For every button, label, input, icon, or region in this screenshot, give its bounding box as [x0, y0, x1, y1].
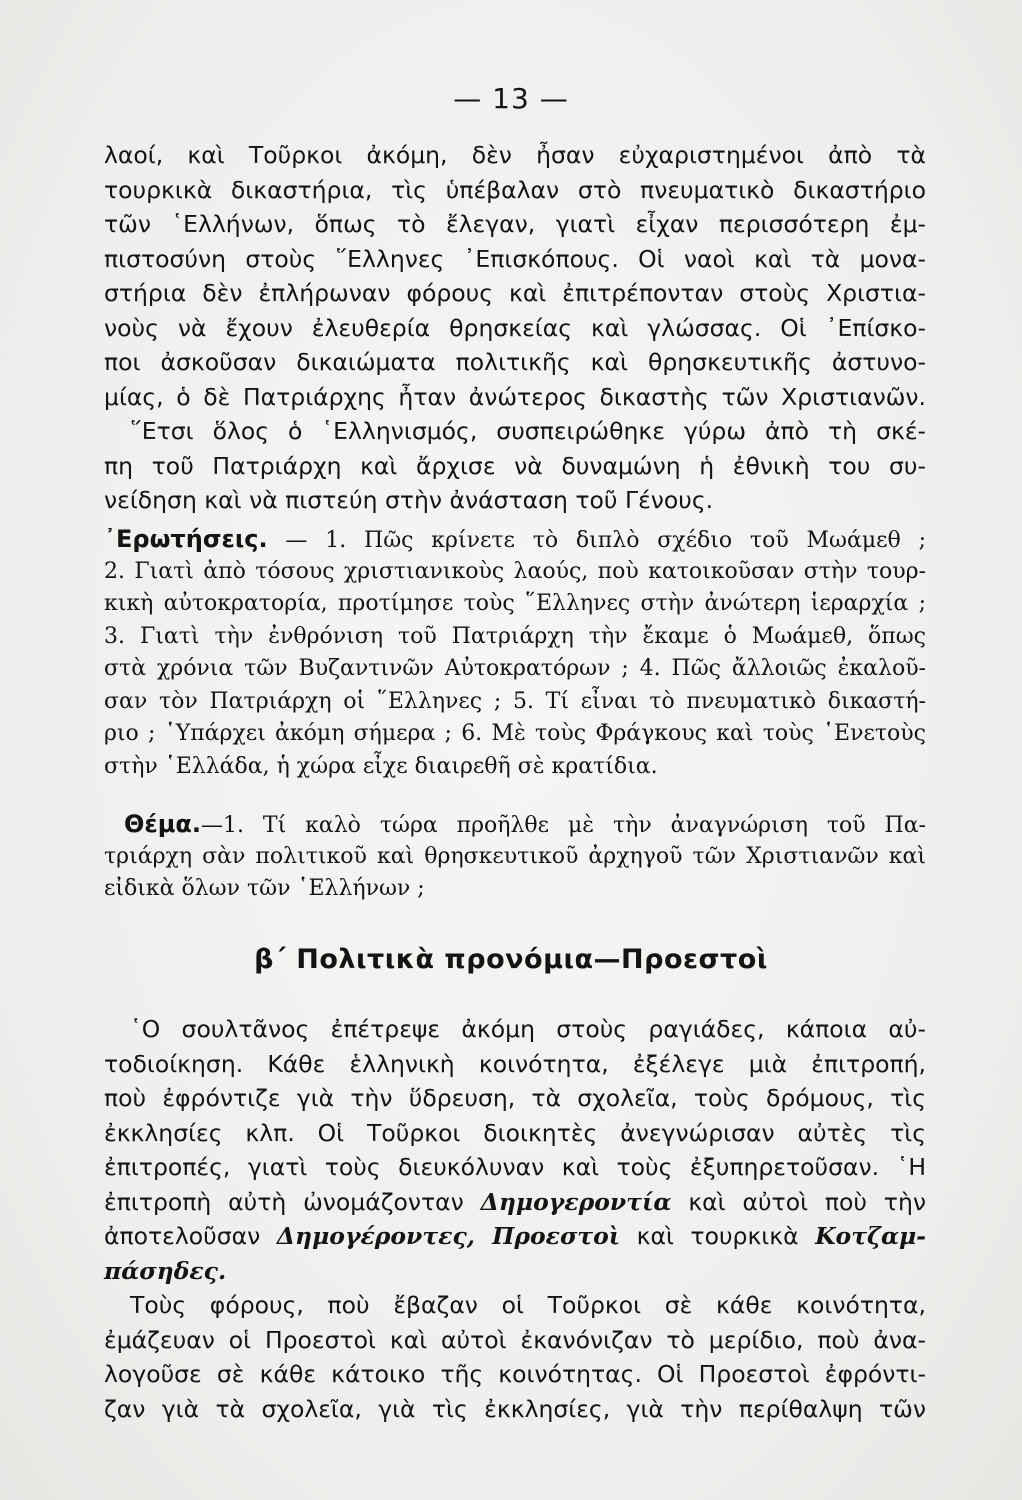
questions-block	[104, 523, 926, 783]
questions-label: ᾿Ερωτήσεις.	[104, 525, 268, 553]
text-line: ποι ἀσκοῦσαν δικαιώματα πολιτικῆς καὶ θρησκευτικῆς ἀστυνο-	[104, 348, 926, 376]
page-number: — 13 —	[453, 82, 569, 115]
text-line: τῶν ῾Ελλήνων, ὅπως τὸ ἔλεγαν, γιατὶ εἶχαν περισσότερη ἐμ-	[104, 210, 926, 238]
questions-first-text: — 1. Πῶς κρίνετε τὸ διπλὸ σχέδιο τοῦ Μωάμεθ ;	[285, 528, 926, 553]
text-line: κικὴ αὐτοκρατορία, προτίμησε τοὺς ῞Ελληνες στὴν ἀνώτερη ἱεραρχία ;	[104, 591, 926, 616]
text-line: στὰ χρόνια τῶν Βυζαντινῶν Αὐτοκρατόρων ; 4. Πῶς ἄλλοιῶς ἐκαλοῦ-	[104, 656, 926, 681]
paragraph-privileges	[104, 1012, 926, 1426]
text-line: ριο ; ῾Υπάρχει ἀκόμη σήμερα ; 6. Μὲ τοὺς Φράγκους καὶ τοὺς ῾Ενετοὺς	[104, 721, 926, 746]
text-line: 3. Γιατὶ τὴν ἐνθρόνιση τοῦ Πατριάρχη τὴν ἔκαμε ὁ Μωάμεθ, ὅπως	[104, 623, 926, 649]
text-line: νείδηση καὶ νὰ πιστεύη στὴν ἀνάσταση τοῦ Γένους.	[104, 486, 714, 514]
questions-first-line	[104, 523, 926, 556]
term-dimogerontia: Δημογεροντία	[480, 1187, 672, 1216]
text-line: ἐπιτροπές, γιατὶ τοὺς διευκόλυναν καὶ τοὺς ἐξυπηρετοῦσαν. ῾Η	[104, 1153, 926, 1181]
text-fragment: ἐπιτροπὴ αὐτὴ ὠνομάζονταν	[104, 1187, 464, 1216]
text-line	[104, 1185, 926, 1220]
text-line: ζαν γιὰ τὰ σχολεῖα, γιὰ τὶς ἐκκλησίες, γιὰ τὴν περίθαλψη τῶν	[104, 1394, 926, 1423]
text-line: στήρια δὲν ἐπλήρωναν φόρους καὶ ἐπιτρέπονταν στοὺς Χριστια-	[104, 279, 926, 307]
text-line: ποὺ ἐφρόντιζε γιὰ τὴν ὕδρευση, τὰ σχολεῖα, τοὺς δρόμους, τὶς	[104, 1084, 926, 1112]
theme-label: Θέμα.	[124, 810, 202, 838]
text-line: στὴν ῾Ελλάδα, ἡ χώρα εἶχε διαιρεθῆ σὲ κρατίδια.	[104, 753, 658, 779]
text-line: τουρκικὰ δικαστήρια, τὶς ὑπέβαλαν στὸ πνευματικὸ δικαστήριο	[104, 175, 926, 204]
paragraph-main	[104, 138, 926, 518]
text-fragment: καὶ αὐτοὶ ποὺ τὴν	[688, 1187, 926, 1216]
text-line	[104, 1219, 926, 1254]
theme-block	[104, 808, 926, 906]
text-line: ῞Ετσι ὅλος ὁ ῾Ελληνισμός, συσπειρώθηκε γύρω ἀπὸ τὴ σκέ-	[130, 417, 926, 445]
text-line: πιστοσύνη στοὺς ῞Ελληνες ᾿Επισκόπους. Οἱ ναοὶ καὶ τὰ μονα-	[104, 244, 926, 273]
text-line: Τοὺς φόρους, ποὺ ἔβαζαν οἱ Τοῦρκοι σὲ κάθε κοινότητα,	[130, 1291, 926, 1319]
text-line: 2. Γιατὶ ἀπὸ τόσους χριστιανικοὺς λαούς, ποὺ κατοικοῦσαν στὴν τουρ-	[104, 558, 926, 584]
text-line: λογοῦσε σὲ κάθε κάτοικο τῆς κοινότητας. Οἱ Προεστοὶ ἐφρόντι-	[104, 1360, 926, 1388]
text-line: ἐκκλησίες κλπ. Οἱ Τοῦρκοι διοικητὲς ἀνεγνώρισαν αὐτὲς τὶς	[104, 1118, 926, 1147]
theme-first-line	[104, 808, 926, 841]
text-fragment: ἀποτελοῦσαν	[104, 1222, 261, 1250]
text-line: ῾Ο σουλτᾶνος ἐπέτρεψε ἀκόμη στοὺς ραγιάδες, κάποια αὐ-	[130, 1015, 926, 1043]
text-line: σαν τὸν Πατριάρχη οἱ ῞Ελληνες ; 5. Τί εἶναι τὸ πνευματικὸ δικαστή-	[104, 688, 926, 714]
text-line: τοδιοίκηση. Κάθε ἑλληνικὴ κοινότητα, ἐξέλεγε μιὰ ἐπιτροπή,	[104, 1049, 926, 1078]
text-line: τριάρχη σὰν πολιτικοῦ καὶ θρησκευτικοῦ ἀρχηγοῦ τῶν Χριστιανῶν καὶ	[104, 843, 926, 869]
text-line: λαοί, καὶ Τοῦρκοι ἀκόμη, δὲν ἦσαν εὐχαριστημένοι ἀπὸ τὰ	[104, 141, 926, 169]
section-heading: β΄ Πολιτικὰ προνόμια—Προεστοὶ	[254, 944, 768, 975]
text-line: ἐμάζευαν οἱ Προεστοὶ καὶ αὐτοὶ ἐκανόνιζαν τὸ μερίδιο, ποὺ ἀνα-	[104, 1325, 926, 1354]
term-kotzampasides-part2: πάσηδες.	[104, 1256, 227, 1285]
theme-first-text: —1. Τί καλὸ τώρα προῆλθε μὲ τὴν ἀναγνώριση τοῦ Πα-	[201, 813, 926, 838]
text-line: εἰδικὰ ὅλων τῶν ῾Ελλήνων ;	[104, 876, 425, 901]
text-line	[104, 1254, 926, 1289]
text-fragment: καὶ τουρκικὰ	[636, 1222, 799, 1250]
text-line: πη τοῦ Πατριάρχη καὶ ἄρχισε νὰ δυναμώνη ἡ ἐθνικὴ του συ-	[104, 451, 926, 480]
term-dimogerontes: Δημογέροντες, Προεστοὶ	[276, 1222, 621, 1250]
term-kotzampasides-part1: Κοτζαμ-	[815, 1222, 926, 1250]
text-line: μίας, ὁ δὲ Πατριάρχης ἦταν ἀνώτερος δικαστὴς τῶν Χριστιανῶν.	[104, 382, 926, 411]
text-line: νοὺς νὰ ἔχουν ἐλευθερία θρησκείας καὶ γλώσσας. Οἱ ᾿Επίσκο-	[104, 313, 926, 342]
